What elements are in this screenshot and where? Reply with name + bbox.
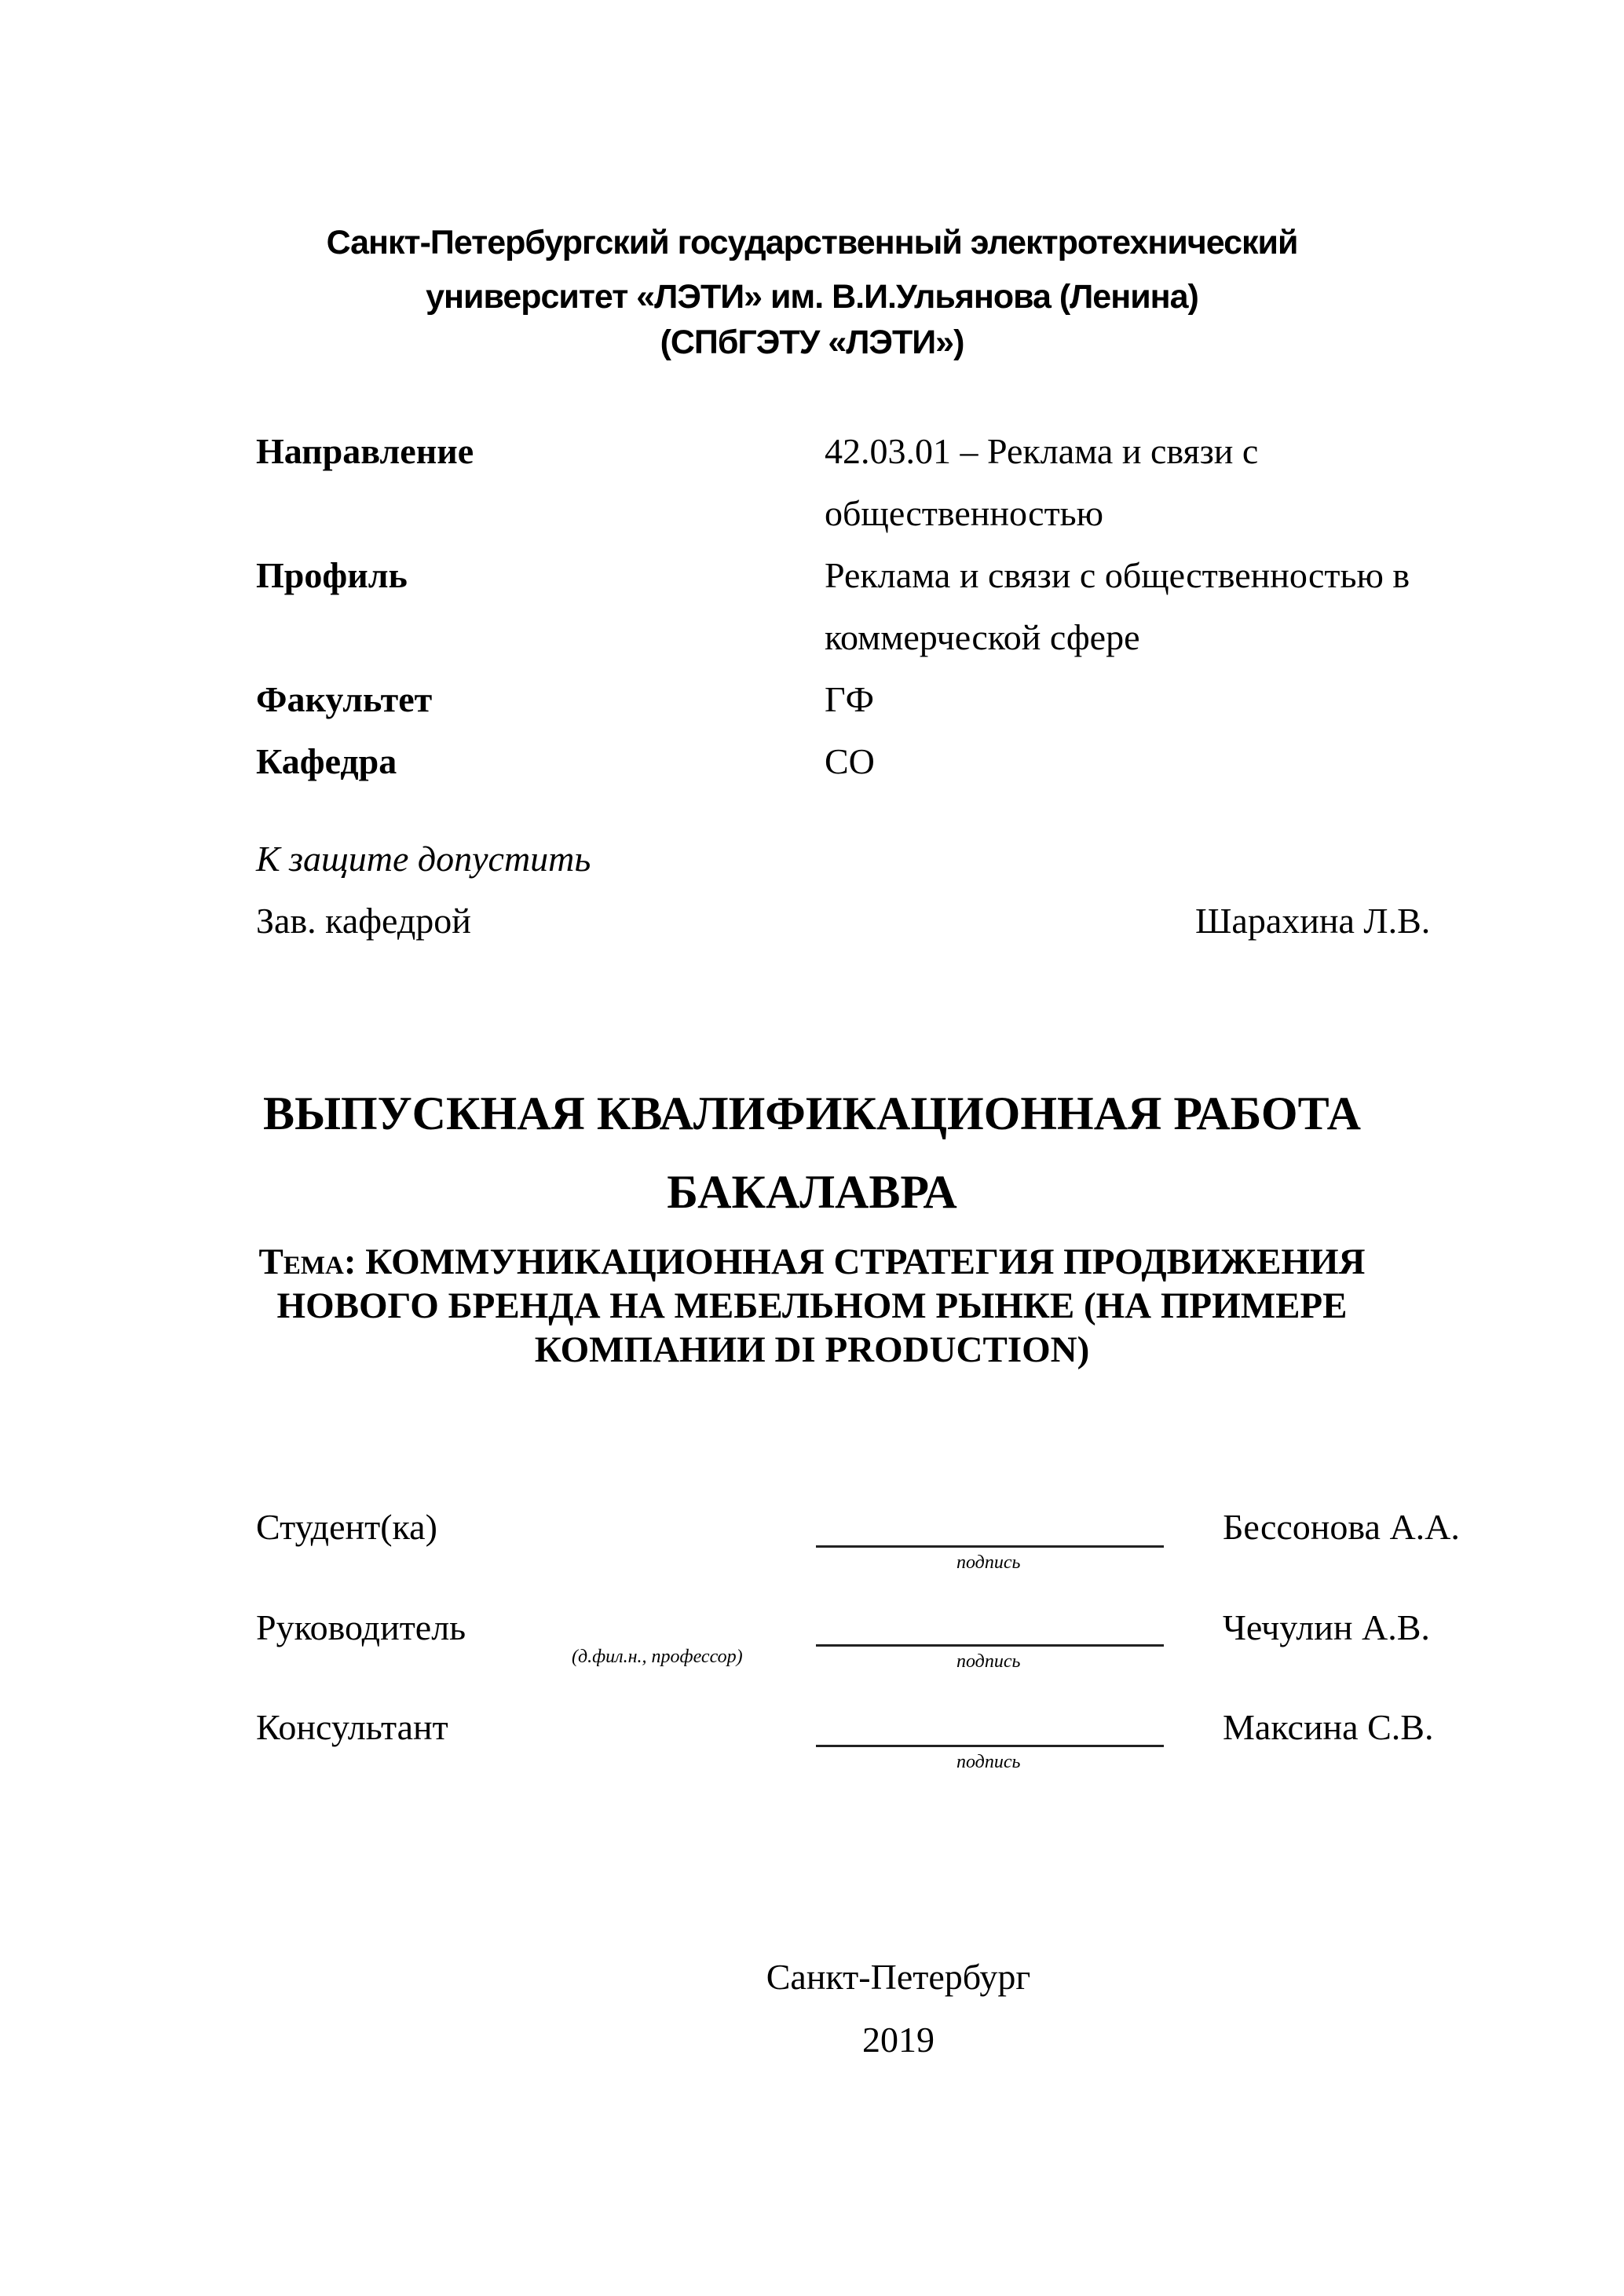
consultant-signature-line [816,1745,1164,1747]
work-title-line2: БАКАЛАВРА [667,1166,957,1218]
theme-prefix: Тема: [258,1241,357,1282]
footer-city: Санкт-Петербург [766,1957,1031,1997]
work-title-line1: ВЫПУСКНАЯ КВАЛИФИКАЦИОННАЯ РАБОТА [263,1088,1361,1139]
supervisor-role: Руководитель [256,1607,466,1647]
consultant-signature-caption: подпись [956,1752,1021,1772]
admit-to-defense-text: К защите допустить [256,839,591,879]
supervisor-signature-caption: подпись [956,1651,1021,1672]
profile-label: Профиль [256,555,408,595]
student-role: Студент(ка) [256,1507,437,1547]
university-name-line2: университет «ЛЭТИ» им. В.И.Ульянова (Ленина) [426,278,1198,316]
faculty-label: Факультет [256,679,433,719]
department-value: СО [825,741,875,781]
consultant-name: Максина С.В. [1223,1707,1434,1747]
consultant-role: Консультант [256,1707,448,1747]
profile-value-line2: коммерческой сфере [825,617,1140,657]
theme-line2: НОВОГО БРЕНДА НА МЕБЕЛЬНОМ РЫНКЕ (НА ПРИМЕРЕ [276,1285,1348,1326]
profile-value-line1: Реклама и связи с общественностью в [825,555,1410,595]
theme-text-line1: КОММУНИКАЦИОННАЯ СТРАТЕГИЯ ПРОДВИЖЕНИЯ [365,1241,1366,1282]
faculty-value: ГФ [825,679,874,719]
theme-line3: КОМПАНИИ DI PRODUCTION) [534,1329,1090,1370]
direction-value-line2: общественностью [825,493,1104,533]
supervisor-degree: (д.фил.н., профессор) [572,1647,743,1667]
student-signature-caption: подпись [956,1552,1021,1573]
footer-year: 2019 [862,2020,935,2060]
supervisor-signature-line [816,1644,1164,1647]
university-name-line1: Санкт-Петербургский государственный электротехнический [326,224,1298,261]
theme-line1 [0,1241,1624,1282]
department-label: Кафедра [256,741,397,781]
student-signature-line [816,1545,1164,1548]
student-name: Бессонова А.А. [1223,1507,1460,1547]
head-of-department-label: Зав. кафедрой [256,901,471,941]
head-of-department-name: Шарахина Л.В. [1195,901,1431,941]
university-abbreviation: (СПбГЭТУ «ЛЭТИ») [660,324,964,361]
direction-label: Направление [256,431,474,471]
supervisor-name: Чечулин А.В. [1223,1607,1430,1647]
direction-value-line1: 42.03.01 – Реклама и связи с [825,431,1259,471]
